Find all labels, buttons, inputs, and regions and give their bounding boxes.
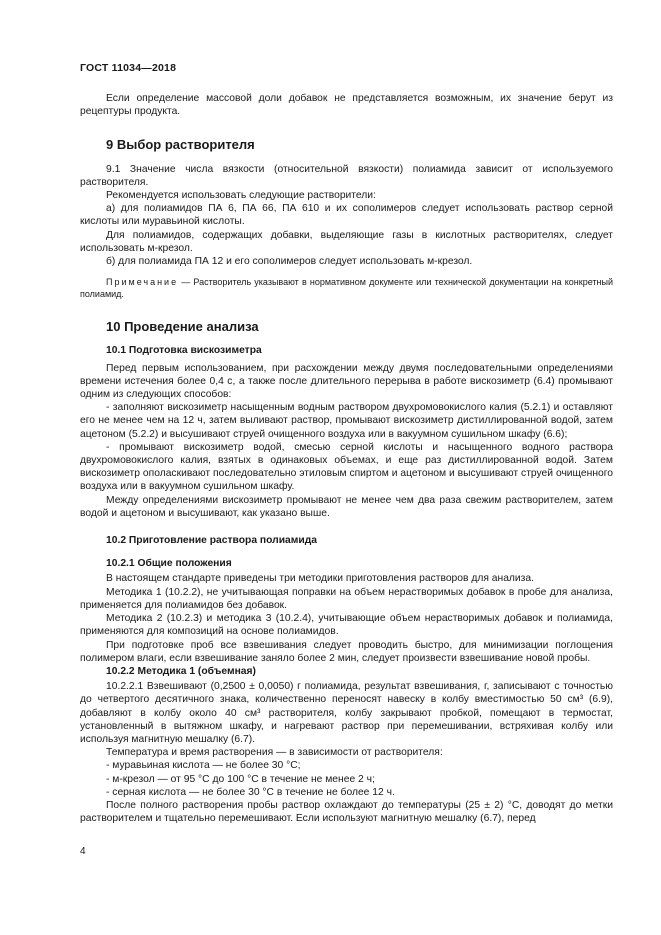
paragraph: Методика 2 (10.2.3) и методика 3 (10.2.4), учитывающие объем нерастворимых добавок и полиамида, применяются для композиций на основе полиамидов. xyxy=(80,613,613,638)
subsection-10-2-2-heading: 10.2.2 Методика 1 (объемная) xyxy=(106,665,256,677)
paragraph: - промывают вискозиметр водой, смесью серной кислоты и насыщенного водного раствора двухромовокислого калия, взятых в одинаковых объемах, и еще раз дистиллированной водой. Затем вискозиметр ополаскивают последовательно этиловым спиртом и ацетоном и высушивают струей очищенного воздуха или в вакуумном сушильном шкафу. xyxy=(80,441,613,493)
paragraph: Температура и время растворения — в зависимости от растворителя: xyxy=(106,747,443,759)
page-number: 4 xyxy=(80,846,86,857)
paragraph: Методика 1 (10.2.2), не учитывающая поправки на объем нерастворимых добавок в пробе для анализа, применяется для полиамидов без добавок. xyxy=(80,586,613,611)
paragraph: После полного растворения пробы раствор охлаждают до температуры (25 ± 2) °С, доводят до метки растворителем и тщательно перемешивают. Если используют магнитную мешалку (6.7), перед xyxy=(80,799,613,825)
document-body xyxy=(80,92,613,825)
paragraph-9-1: 9.1 Значение числа вязкости (относительной вязкости) полиамида зависит от используемого растворителя. xyxy=(80,163,613,188)
section-10-heading: 10 Проведение анализа xyxy=(106,319,259,335)
subsection-10-2-1-heading: 10.2.1 Общие положения xyxy=(106,558,232,570)
paragraph: - заполняют вискозиметр насыщенным водным раствором двухромовокислого калия (5.2.1) и оставляют его не менее чем на 12 ч, затем выливают раствор, промывают вискозиметр дистиллированной водой, затем ацетоном (5.2.2) и высушивают струей очищенного воздуха или в вакуумном сушильном шкафу (6.6); xyxy=(80,402,613,440)
note xyxy=(80,276,613,300)
subsection-10-2-heading: 10.2 Приготовление раствора полиамида xyxy=(106,535,317,547)
paragraph: Для полиамидов, содержащих добавки, выделяющие газы в кислотных растворителях, следует использовать м-крезол. xyxy=(80,229,613,254)
list-item: - м-крезол — от 95 °С до 100 °С в течение не менее 2 ч; xyxy=(106,773,375,785)
doc-header: ГОСТ 11034—2018 xyxy=(80,62,177,74)
paragraph: б) для полиамида ПА 12 и его сополимеров следует использовать м-крезол. xyxy=(106,256,473,268)
paragraph: В настоящем стандарте приведены три методики приготовления растворов для анализа. xyxy=(106,573,534,585)
subsection-10-1-heading: 10.1 Подготовка вискозиметра xyxy=(106,345,262,357)
paragraph: а) для полиамидов ПА 6, ПА 66, ПА 610 и их сополимеров следует использовать раствор серной кислоты или муравьиной кислоты. xyxy=(80,203,613,228)
paragraph: Между определениями вискозиметр промывают не менее чем два раза свежим растворителем, затем водой и ацетоном и высушивают, как указано выше. xyxy=(80,494,613,519)
paragraph: При подготовке проб все взвешивания следует проводить быстро, для минимизации поглощения полимером влаги, если взвешивание заняло более 2 мин, следует произвести взвешивание новой пробы. xyxy=(80,639,613,664)
paragraph: Рекомендуется использовать следующие растворители: xyxy=(106,190,376,202)
list-item: - муравьиная кислота — не более 30 °С; xyxy=(106,760,301,772)
paragraph: 10.2.2.1 Взвешивают (0,2500 ± 0,0050) г полиамида, результат взвешивания, г, записывают с точностью до четвертого десятичного знака, количественно переносят навеску в колбу вместимостью 50 см³ (6.9), добавляют в колбу около 40 см³ растворителя, колбу закрывают пробкой, помещают в термостат, установленный в вытяжном шкафу, и нагревают раствор при перемешивании, встряхивая колбу или используя магнитную мешалку (6.7). xyxy=(80,681,613,745)
intro-paragraph: Если определение массовой доли добавок не представляется возможным, их значение берут из рецептуры продукта. xyxy=(80,93,613,118)
section-9-heading: 9 Выбор растворителя xyxy=(106,137,255,153)
note-label: Примечание xyxy=(106,277,179,288)
list-item: - серная кислота — не более 30 °С в течение не более 12 ч. xyxy=(106,786,395,798)
note-text: — Растворитель указывают в нормативном документе или технической документации на конкретный полиамид. xyxy=(80,277,613,300)
paragraph: Перед первым использованием, при расхождении между двумя последовательными определениями времени истечения более 0,4 с, а также после длительного перерыва в работе вискозиметр (6.4) промывают одним из следующих способов: xyxy=(80,362,613,401)
